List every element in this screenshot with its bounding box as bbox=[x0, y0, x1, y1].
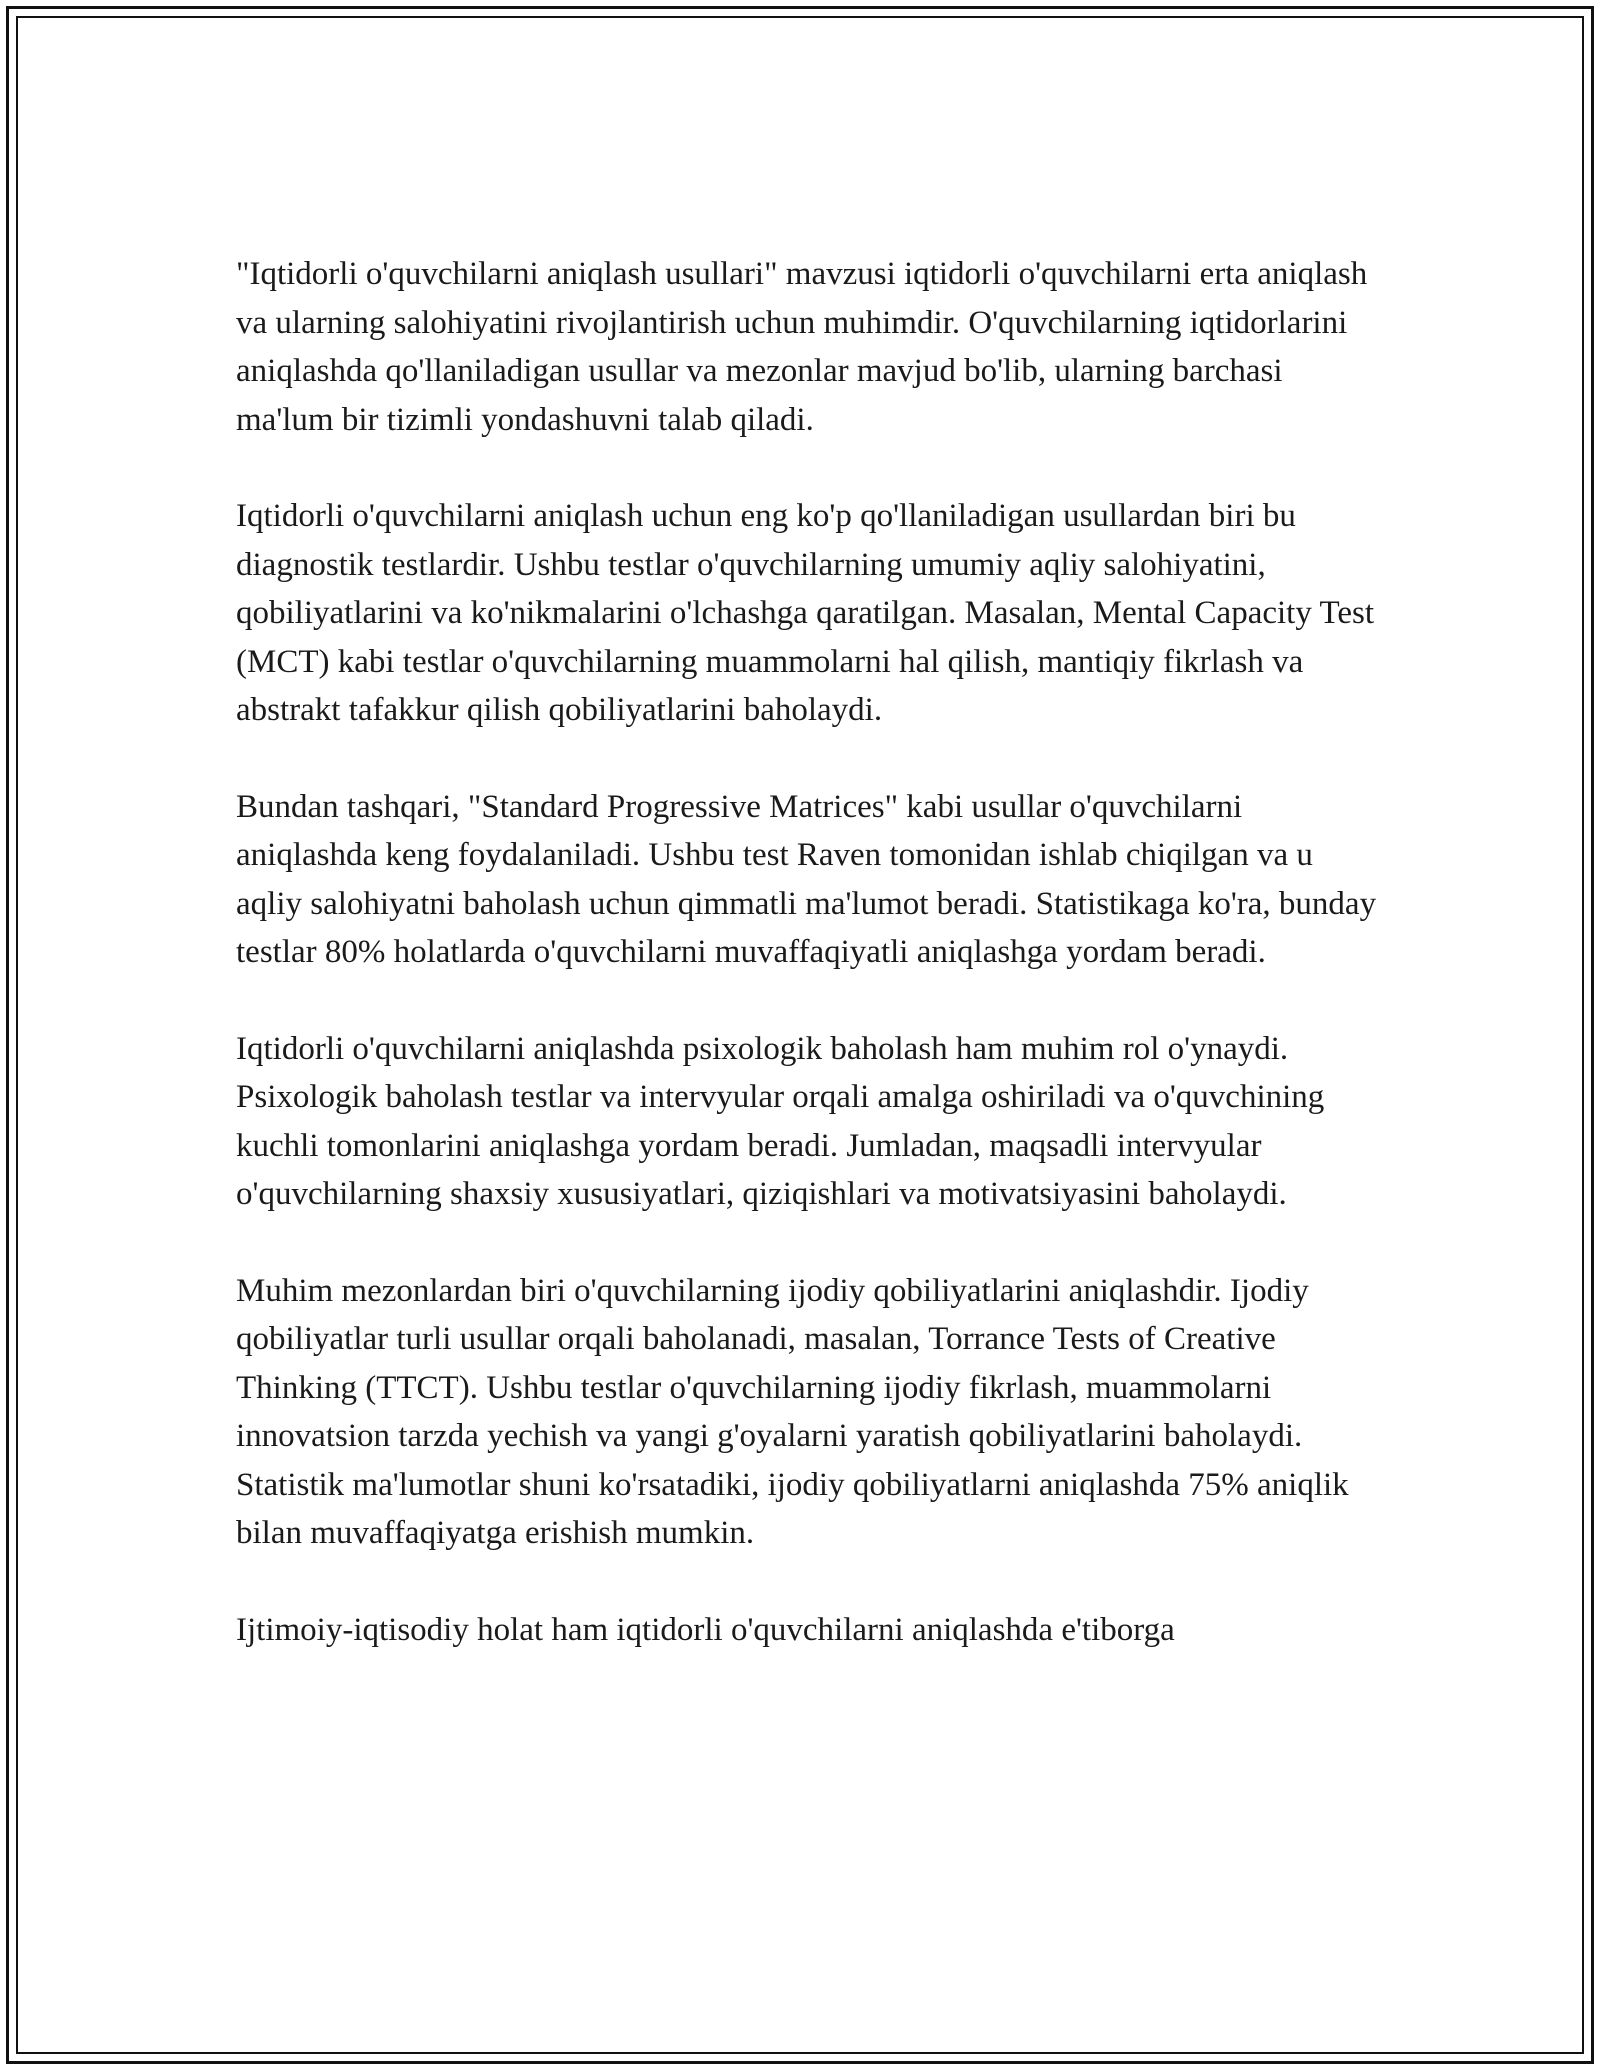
paragraph-progressive-matrices: Bundan tashqari, "Standard Progressive Matrices" kabi usullar o'quvchilarni aniqlashda keng foydalaniladi. Ushbu test Raven tomonidan ishlab chiqilgan va u aqliy salohiyatni baholash uchun qimmatli ma'lumot beradi. Statistikaga ko'ra, bunday testlar 80% holatlarda o'quvchilarni muvaffaqiyatli aniqlashga yordam beradi. bbox=[236, 788, 1377, 970]
document-body bbox=[236, 250, 1386, 1654]
paragraph-creative-abilities: Muhim mezonlardan biri o'quvchilarning ijodiy qobiliyatlarini aniqlashdir. Ijodiy qobiliyatlar turli usullar orqali baholanadi, masalan, Torrance Tests of Creative Thinking (TTCT). Ushbu testlar o'quvchilarning ijodiy fikrlash, muammolarni innovatsion tarzda yechish va yangi g'oyalarni yaratish qobiliyatlarini baholaydi. Statistik ma'lumotlar shuni ko'rsatadiki, ijodiy qobiliyatlarni aniqlashda 75% aniqlik bilan muvaffaqiyatga erishish mumkin. bbox=[236, 1272, 1349, 1551]
paragraph-intro: "Iqtidorli o'quvchilarni aniqlash usullari" mavzusi iqtidorli o'quvchilarni erta aniqlash va ularning salohiyatini rivojlantirish uchun muhimdir. O'quvchilarning iqtidorlarini aniqlashda qo'llaniladigan usullar va mezonlar mavjud bo'lib, ularning barchasi ma'lum bir tizimli yondashuvni talab qiladi. bbox=[236, 256, 1368, 438]
paragraph-psychological-assessment: Iqtidorli o'quvchilarni aniqlashda psixologik baholash ham muhim rol o'ynaydi. Psixologik baholash testlar va intervyular orqali amalga oshiriladi va o'quvchining kuchli tomonlarini aniqlashga yordam beradi. Jumladan, maqsadli intervyular o'quvchilarning shaxsiy xususiyatlari, qiziqishlari va motivatsiyasini baholaydi. bbox=[236, 1030, 1325, 1212]
paragraph-socioeconomic: Ijtimoiy-iqtisodiy holat ham iqtidorli o'quvchilarni aniqlashda e'tiborga bbox=[236, 1611, 1175, 1648]
paragraph-diagnostic-tests: Iqtidorli o'quvchilarni aniqlash uchun eng ko'p qo'llaniladigan usullardan biri bu diagnostik testlardir. Ushbu testlar o'quvchilarning umumiy aqliy salohiyatini, qobiliyatlarini va ko'nikmalarini o'lchashga qaratilgan. Masalan, Mental Capacity Test (MCT) kabi testlar o'quvchilarning muammolarni hal qilish, mantiqiy fikrlash va abstrakt tafakkur qilish qobiliyatlarini baholaydi. bbox=[236, 498, 1374, 728]
